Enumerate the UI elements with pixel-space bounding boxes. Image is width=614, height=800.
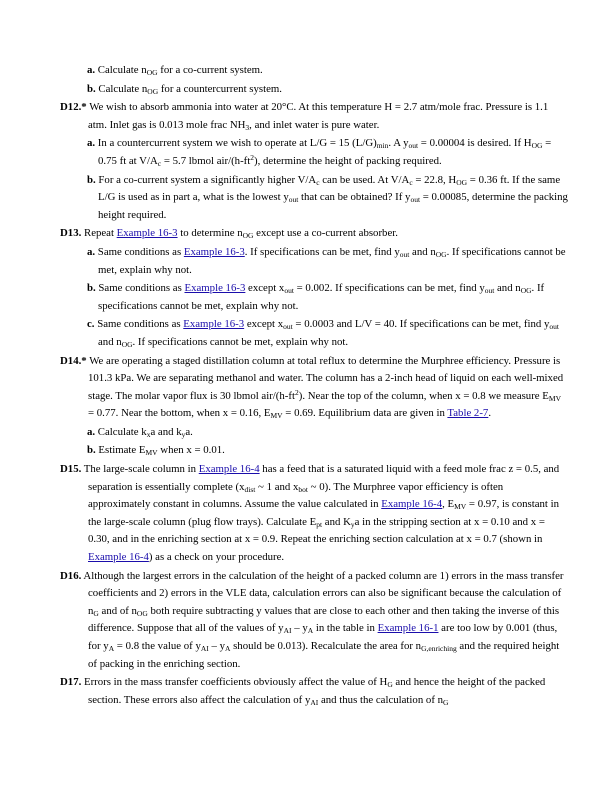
problem-d13b: b. Same conditions as Example 16-3 except $x_{out} = 0.002$. If specifications can be met, find $y_{out}$ and $n_{OG}$. If specifications cannot be met, explain why not. xyxy=(87,282,545,312)
item-label: b. xyxy=(87,82,96,95)
link-example-16-4[interactable]: Example 16-4 xyxy=(198,463,260,476)
problem-d12: D12.* We wish to absorb ammonia into water at 20°C. At this temperature H = 2.7 atm/mole frac. Pressure is 1.1 atm. Inlet gas is 0.013 mole frac $NH_3$, and inlet water is pure water. xyxy=(60,101,549,132)
item-label: c. xyxy=(87,318,95,331)
item-label: D15. xyxy=(60,463,82,476)
problem-d17: D17. Errors in the mass transfer coefficients obviously affect the value of $H_G$ and hence the height of the packed section. These errors also affect the calculation of $y_{AI}$ and thus the calculation of $n_G$ xyxy=(60,676,546,707)
problem-d12a: a. In a countercurrent system we wish to operate at L/G = 15 $(L/G)_{min}$. A $y_{out} = 0.00004$ is desired. If $H_{OG} = 0.75$ ft at $V/A_c = 5.7$ lbmol air/$(h-ft^2)$, determine the height of packing required. xyxy=(87,137,552,168)
item-label: D16. xyxy=(60,569,82,582)
link-example-16-4[interactable]: Example 16-4 xyxy=(381,498,443,511)
item-label: D14.* xyxy=(60,354,87,367)
item-label: D13. xyxy=(60,227,82,240)
item-label: a. xyxy=(87,245,96,258)
problem-d13c: c. Same conditions as Example 16-3 except $x_{out} = 0.0003$ and L/V = 40. If specifications can be met, find $y_{out}$ and $n_{OG}$. If specifications cannot be met, explain why not. xyxy=(87,318,559,349)
problem-d14: D14.* We are operating a staged distillation column at total reflux to determine the Murphree efficiency. Pressure is 101.3 kPa. We are separating methanol and water. The column has a 2-inch head of liquid on each well-mixed stage. The molar vapor flux is 30 lbmol air/$(h-ft^2)$. Near the top of the column, when x = 0.8 we measure $E_{MV} = 0.77$. Near the bottom, when x = 0.16, $E_{MV} = 0.69$. Equilibrium data are given in Table 2-7. xyxy=(60,354,564,421)
item-label: b. xyxy=(87,173,96,186)
link-table-2-7[interactable]: Table 2-7 xyxy=(447,407,489,420)
item-label: b. xyxy=(87,444,96,457)
problem-d14a: a. Calculate $k_xa$ and $k_ya$. xyxy=(87,425,193,439)
document-page xyxy=(0,62,614,710)
problem-d16: D16. Although the largest errors in the calculation of the height of a packed column are 1) errors in the mass transfer coefficients and 2) errors in the VLE data, calculation errors can also be significant because the calculation of $n_G$ and of $n_{OG}$ both require subtracting y values that are close to each other and then taking the inverse of this difference. Suppose that all of the values of $y_{AI} - y_A$ in the table in Example 16-1 are too low by 0.001 (thus, for $y_A = 0.8$ the value of $y_{AI} - y_A$ should be 0.013). Recalculate the area for $n_{G,enriching}$ and the required height of packing in the enriching section. xyxy=(60,569,564,670)
item-label: b. xyxy=(87,282,96,295)
link-example-16-1[interactable]: Example 16-1 xyxy=(377,622,439,635)
link-example-16-3[interactable]: Example 16-3 xyxy=(183,318,245,331)
problem-d11a: a. Calculate $n_{OG}$ for a co-current system. xyxy=(87,64,263,77)
item-label: a. xyxy=(87,64,96,76)
problem-d14b: b. Estimate $E_{MV}$ when x = 0.01. xyxy=(87,444,225,458)
item-label: D17. xyxy=(60,676,82,689)
problem-d15: D15. The large-scale column in Example 16-4 has a feed that is a saturated liquid with a feed mole frac z = 0.5, and separation is essentially complete ($x_{dist}$ ~ 1 and $x_{bot}$ ~ 0). The Murphree vapor efficiency is often approximately constant in columns. Assume the value calculated in Example 16-4, $E_{MV} = 0.97$, is constant in the large-scale column (plug flow trays). Calculate $E_{pt}$ and $K_ya$ in the stripping section at x = 0.10 and x = 0.30, and in the enriching section at x = 0.9. Repeat the enriching section calculation at x = 0.7 (shown in Example 16-4) as a check on your procedure. xyxy=(60,463,560,564)
link-example-16-3[interactable]: Example 16-3 xyxy=(184,282,246,295)
problem-d12b: b. For a co-current system a significantly higher $V/A_c$ can be used. At $V/A_c = 22.8$, $H_{OG} = 0.36$ ft. If the same L/G is used as in part a, what is the lowest $y_{out}$ that can be obtained? If $y_{out} = 0.00085$, determine the packing height required. xyxy=(87,173,568,221)
item-label: a. xyxy=(87,425,96,438)
link-example-16-3[interactable]: Example 16-3 xyxy=(183,245,245,258)
link-example-16-4[interactable]: Example 16-4 xyxy=(88,551,149,564)
problem-d13a: a. Same conditions as Example 16-3. If specifications can be met, find $y_{out}$ and $n_{OG}$. If specifications cannot be met, explain why not. xyxy=(87,245,566,276)
problem-d13: D13. Repeat Example 16-3 to determine $n_{OG}$ except use a co-current absorber. xyxy=(60,227,398,241)
item-label: D12.* xyxy=(60,101,87,114)
problem-d11b: b. Calculate $n_{OG}$ for a countercurrent system. xyxy=(87,82,282,96)
item-label: a. xyxy=(87,137,96,150)
link-example-16-3[interactable]: Example 16-3 xyxy=(116,227,178,240)
